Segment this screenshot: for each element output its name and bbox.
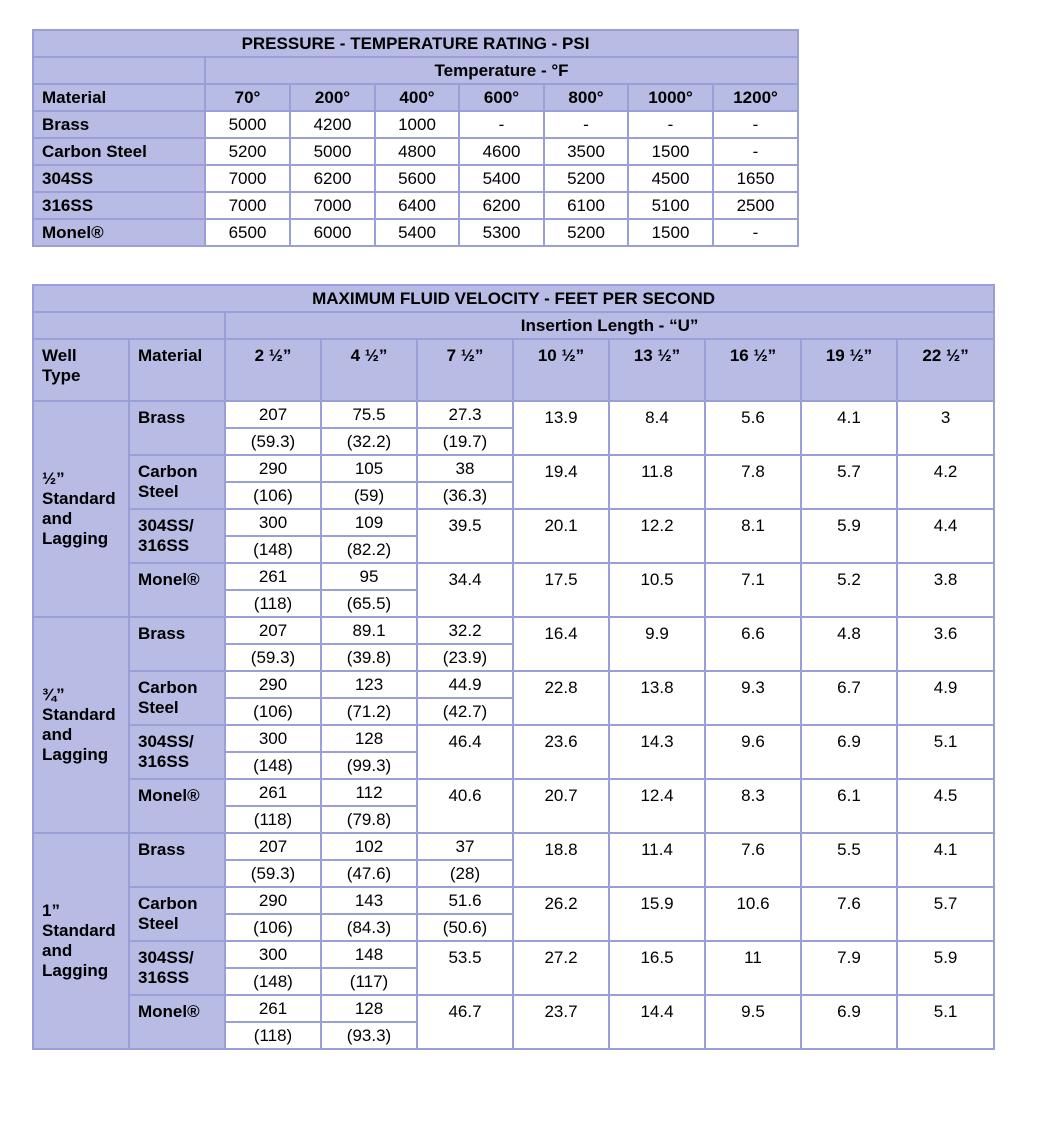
velocity-metric-value-cell: (82.2) (321, 536, 417, 563)
velocity-table-title: MAXIMUM FLUID VELOCITY - FEET PER SECOND (33, 285, 994, 312)
velocity-value-cell: 9.9 (609, 617, 705, 671)
velocity-value-cell: 11.4 (609, 833, 705, 887)
velocity-value-cell: 16.4 (513, 617, 609, 671)
length-column-header: 22 ½” (897, 339, 994, 401)
pressure-value-cell: 5200 (205, 138, 290, 165)
velocity-value-cell: 8.4 (609, 401, 705, 455)
pressure-value-cell: 6200 (290, 165, 375, 192)
material-label (129, 401, 225, 455)
velocity-value-cell: 20.7 (513, 779, 609, 833)
pressure-value-cell: 5400 (375, 219, 459, 246)
pressure-value-cell: - (713, 111, 798, 138)
velocity-metric-value-cell: (59) (321, 482, 417, 509)
velocity-value-cell: 22.8 (513, 671, 609, 725)
velocity-value-cell: 207 (225, 401, 321, 428)
velocity-metric-value-cell: (47.6) (321, 860, 417, 887)
velocity-value-cell: 5.9 (801, 509, 897, 563)
material-label: 304SS (33, 165, 205, 192)
velocity-value-cell: 102 (321, 833, 417, 860)
material-header: Material (129, 339, 225, 401)
velocity-value-cell: 290 (225, 887, 321, 914)
velocity-value-cell: 5.7 (897, 887, 994, 941)
velocity-value-cell: 20.1 (513, 509, 609, 563)
velocity-value-cell: 10.5 (609, 563, 705, 617)
material-label (129, 617, 225, 671)
velocity-value-cell: 6.1 (801, 779, 897, 833)
temp-column-header: 200° (290, 84, 375, 111)
well-type-header-line: Type (42, 366, 81, 385)
pressure-value-cell: 5600 (375, 165, 459, 192)
velocity-value-cell: 3 (897, 401, 994, 455)
temperature-header: Temperature - °F (205, 57, 798, 84)
velocity-value-cell: 13.8 (609, 671, 705, 725)
length-column-header: 19 ½” (801, 339, 897, 401)
velocity-value-cell: 8.3 (705, 779, 801, 833)
velocity-value-cell: 4.9 (897, 671, 994, 725)
pressure-value-cell: 3500 (544, 138, 628, 165)
velocity-metric-value-cell: (118) (225, 590, 321, 617)
length-column-header: 10 ½” (513, 339, 609, 401)
velocity-metric-value-cell: (59.3) (225, 428, 321, 455)
velocity-value-cell: 27.3 (417, 401, 513, 428)
velocity-metric-value-cell: (65.5) (321, 590, 417, 617)
pressure-value-cell: - (628, 111, 713, 138)
velocity-value-cell: 13.9 (513, 401, 609, 455)
velocity-value-cell: 9.5 (705, 995, 801, 1049)
length-column-header: 13 ½” (609, 339, 705, 401)
pressure-value-cell: 5300 (459, 219, 544, 246)
table-row (33, 219, 798, 246)
velocity-value-cell: 51.6 (417, 887, 513, 914)
cell-text-line: Steel (138, 482, 179, 501)
velocity-value-cell: 128 (321, 995, 417, 1022)
velocity-metric-value-cell: (79.8) (321, 806, 417, 833)
velocity-value-cell: 143 (321, 887, 417, 914)
cell-text-line: Lagging (42, 745, 109, 764)
length-column-header: 16 ½” (705, 339, 801, 401)
cell-text-line: and (42, 509, 73, 528)
velocity-metric-value-cell: (148) (225, 968, 321, 995)
pressure-value-cell: 2500 (713, 192, 798, 219)
table-row (33, 401, 994, 428)
table-row (33, 671, 994, 698)
velocity-value-cell: 300 (225, 941, 321, 968)
velocity-value-cell: 112 (321, 779, 417, 806)
pressure-value-cell: 5200 (544, 219, 628, 246)
pressure-value-cell: 6100 (544, 192, 628, 219)
length-column-header: 4 ½” (321, 339, 417, 401)
velocity-value-cell: 7.8 (705, 455, 801, 509)
pressure-value-cell: 1650 (713, 165, 798, 192)
velocity-value-cell: 261 (225, 563, 321, 590)
velocity-value-cell: 19.4 (513, 455, 609, 509)
material-label (129, 563, 225, 617)
pressure-value-cell: 4200 (290, 111, 375, 138)
velocity-value-cell: 9.3 (705, 671, 801, 725)
velocity-metric-value-cell: (84.3) (321, 914, 417, 941)
velocity-value-cell: 5.1 (897, 995, 994, 1049)
material-label: Carbon Steel (33, 138, 205, 165)
cell-text-line: and (42, 941, 73, 960)
velocity-value-cell: 123 (321, 671, 417, 698)
material-label (129, 725, 225, 779)
length-column-header: 2 ½” (225, 339, 321, 401)
material-label (129, 995, 225, 1049)
velocity-metric-value-cell: (99.3) (321, 752, 417, 779)
velocity-value-cell: 75.5 (321, 401, 417, 428)
pressure-value-cell: - (459, 111, 544, 138)
velocity-value-cell: 7.6 (801, 887, 897, 941)
velocity-value-cell: 3.8 (897, 563, 994, 617)
temp-column-header: 400° (375, 84, 459, 111)
velocity-metric-value-cell: (59.3) (225, 860, 321, 887)
velocity-metric-value-cell: (106) (225, 698, 321, 725)
pressure-value-cell: 7000 (290, 192, 375, 219)
cell-text-line: Steel (138, 698, 179, 717)
table-row (33, 833, 994, 860)
velocity-value-cell: 14.3 (609, 725, 705, 779)
temp-column-header: 1200° (713, 84, 798, 111)
velocity-value-cell: 18.8 (513, 833, 609, 887)
pressure-value-cell: 5000 (290, 138, 375, 165)
velocity-metric-value-cell: (59.3) (225, 644, 321, 671)
table-row (33, 941, 994, 968)
velocity-value-cell: 5.7 (801, 455, 897, 509)
insertion-length-header: Insertion Length - “U” (225, 312, 994, 339)
velocity-value-cell: 23.6 (513, 725, 609, 779)
velocity-value-cell: 7.6 (705, 833, 801, 887)
velocity-value-cell: 3.6 (897, 617, 994, 671)
velocity-metric-value-cell: (118) (225, 1022, 321, 1049)
velocity-value-cell: 109 (321, 509, 417, 536)
velocity-metric-value-cell: (23.9) (417, 644, 513, 671)
velocity-value-cell: 4.2 (897, 455, 994, 509)
temp-column-header: 600° (459, 84, 544, 111)
pressure-value-cell: 6500 (205, 219, 290, 246)
material-label: Brass (33, 111, 205, 138)
pressure-value-cell: 7000 (205, 165, 290, 192)
pressure-table-body (33, 111, 798, 246)
velocity-value-cell: 27.2 (513, 941, 609, 995)
velocity-value-cell: 46.7 (417, 995, 513, 1049)
velocity-value-cell: 5.6 (705, 401, 801, 455)
cell-text-line: Brass (138, 624, 186, 643)
well-type-label (33, 617, 129, 833)
material-label: 316SS (33, 192, 205, 219)
cell-text-line: 316SS (138, 536, 190, 555)
pressure-value-cell: - (544, 111, 628, 138)
velocity-value-cell: 290 (225, 455, 321, 482)
material-label (129, 509, 225, 563)
pressure-value-cell: 4800 (375, 138, 459, 165)
cell-text-line: Carbon (138, 894, 198, 913)
cell-text-line: Lagging (42, 529, 109, 548)
velocity-value-cell: 23.7 (513, 995, 609, 1049)
velocity-value-cell: 5.5 (801, 833, 897, 887)
well-type-label (33, 401, 129, 617)
table-row (33, 455, 994, 482)
length-column-header: 7 ½” (417, 339, 513, 401)
pressure-value-cell: 1000 (375, 111, 459, 138)
table-row (33, 563, 994, 590)
velocity-value-cell: 12.2 (609, 509, 705, 563)
velocity-value-cell: 16.5 (609, 941, 705, 995)
cell-text-line: ½” (42, 469, 65, 488)
velocity-value-cell: 5.1 (897, 725, 994, 779)
velocity-table-body (33, 401, 994, 1049)
pressure-value-cell: 6400 (375, 192, 459, 219)
velocity-metric-value-cell: (93.3) (321, 1022, 417, 1049)
velocity-value-cell: 7.1 (705, 563, 801, 617)
cell-text-line: Carbon (138, 462, 198, 481)
velocity-value-cell: 4.4 (897, 509, 994, 563)
velocity-value-cell: 95 (321, 563, 417, 590)
temp-column-header: 70° (205, 84, 290, 111)
temp-column-header: 800° (544, 84, 628, 111)
velocity-metric-value-cell: (117) (321, 968, 417, 995)
table-row (33, 138, 798, 165)
velocity-metric-value-cell: (28) (417, 860, 513, 887)
material-label (129, 941, 225, 995)
velocity-metric-value-cell: (36.3) (417, 482, 513, 509)
velocity-value-cell: 9.6 (705, 725, 801, 779)
velocity-value-cell: 32.2 (417, 617, 513, 644)
cell-text-line: 1” (42, 901, 60, 920)
velocity-value-cell: 300 (225, 725, 321, 752)
velocity-value-cell: 8.1 (705, 509, 801, 563)
cell-text-line: Monel® (138, 570, 200, 589)
velocity-metric-value-cell: (148) (225, 536, 321, 563)
table-row (33, 165, 798, 192)
velocity-value-cell: 6.6 (705, 617, 801, 671)
pressure-table-title: PRESSURE - TEMPERATURE RATING - PSI (33, 30, 798, 57)
table-row (33, 617, 994, 644)
velocity-value-cell: 39.5 (417, 509, 513, 563)
pressure-value-cell: - (713, 138, 798, 165)
velocity-value-cell: 6.9 (801, 725, 897, 779)
velocity-value-cell: 44.9 (417, 671, 513, 698)
cell-text-line: Monel® (138, 1002, 200, 1021)
velocity-value-cell: 6.9 (801, 995, 897, 1049)
velocity-value-cell: 261 (225, 779, 321, 806)
velocity-value-cell: 207 (225, 833, 321, 860)
well-type-label (33, 833, 129, 1049)
velocity-value-cell: 5.2 (801, 563, 897, 617)
material-label (129, 887, 225, 941)
fluid-velocity-table (32, 284, 995, 1050)
material-label: Monel® (33, 219, 205, 246)
velocity-value-cell: 46.4 (417, 725, 513, 779)
velocity-value-cell: 4.5 (897, 779, 994, 833)
material-label (129, 671, 225, 725)
cell-text-line: 316SS (138, 968, 190, 987)
table-row (33, 111, 798, 138)
material-label (129, 779, 225, 833)
velocity-value-cell: 11.8 (609, 455, 705, 509)
velocity-value-cell: 4.8 (801, 617, 897, 671)
cell-text-line: ¾” (42, 685, 65, 704)
velocity-value-cell: 12.4 (609, 779, 705, 833)
pressure-value-cell: 4600 (459, 138, 544, 165)
table-row (33, 725, 994, 752)
velocity-value-cell: 148 (321, 941, 417, 968)
table-row (33, 509, 994, 536)
velocity-value-cell: 53.5 (417, 941, 513, 995)
velocity-value-cell: 17.5 (513, 563, 609, 617)
temp-column-header: 1000° (628, 84, 713, 111)
velocity-value-cell: 40.6 (417, 779, 513, 833)
cell-text-line: 304SS/ (138, 948, 194, 967)
pressure-value-cell: - (713, 219, 798, 246)
velocity-value-cell: 34.4 (417, 563, 513, 617)
velocity-value-cell: 5.9 (897, 941, 994, 995)
cell-text-line: Brass (138, 840, 186, 859)
cell-text-line: Carbon (138, 678, 198, 697)
velocity-value-cell: 290 (225, 671, 321, 698)
pressure-value-cell: 1500 (628, 138, 713, 165)
velocity-metric-value-cell: (42.7) (417, 698, 513, 725)
velocity-value-cell: 7.9 (801, 941, 897, 995)
pressure-value-cell: 6200 (459, 192, 544, 219)
cell-text-line: and (42, 725, 73, 744)
well-type-header-line: Well (42, 346, 77, 365)
pressure-value-cell: 7000 (205, 192, 290, 219)
cell-text-line: Standard (42, 921, 116, 940)
cell-text-line: Standard (42, 705, 116, 724)
table-row (33, 887, 994, 914)
velocity-value-cell: 105 (321, 455, 417, 482)
cell-text-line: 316SS (138, 752, 190, 771)
well-type-header (33, 339, 129, 401)
velocity-value-cell: 38 (417, 455, 513, 482)
velocity-metric-value-cell: (148) (225, 752, 321, 779)
velocity-value-cell: 26.2 (513, 887, 609, 941)
velocity-metric-value-cell: (32.2) (321, 428, 417, 455)
velocity-value-cell: 261 (225, 995, 321, 1022)
velocity-metric-value-cell: (106) (225, 914, 321, 941)
velocity-value-cell: 4.1 (801, 401, 897, 455)
pressure-value-cell: 1500 (628, 219, 713, 246)
velocity-value-cell: 300 (225, 509, 321, 536)
velocity-value-cell: 15.9 (609, 887, 705, 941)
cell-text-line: Monel® (138, 786, 200, 805)
pressure-value-cell: 5200 (544, 165, 628, 192)
header-spacer (33, 57, 205, 84)
cell-text-line: Lagging (42, 961, 109, 980)
material-label (129, 455, 225, 509)
cell-text-line: Standard (42, 489, 116, 508)
cell-text-line: Brass (138, 408, 186, 427)
pressure-value-cell: 4500 (628, 165, 713, 192)
pressure-value-cell: 5100 (628, 192, 713, 219)
velocity-value-cell: 6.7 (801, 671, 897, 725)
cell-text-line: 304SS/ (138, 516, 194, 535)
velocity-metric-value-cell: (71.2) (321, 698, 417, 725)
header-spacer (33, 312, 225, 339)
velocity-metric-value-cell: (39.8) (321, 644, 417, 671)
velocity-metric-value-cell: (106) (225, 482, 321, 509)
material-label (129, 833, 225, 887)
table-row (33, 192, 798, 219)
velocity-value-cell: 37 (417, 833, 513, 860)
velocity-value-cell: 11 (705, 941, 801, 995)
cell-text-line: Steel (138, 914, 179, 933)
velocity-metric-value-cell: (19.7) (417, 428, 513, 455)
table-row (33, 779, 994, 806)
velocity-metric-value-cell: (118) (225, 806, 321, 833)
pressure-value-cell: 6000 (290, 219, 375, 246)
pressure-temperature-table (32, 29, 799, 247)
velocity-value-cell: 207 (225, 617, 321, 644)
table-row (33, 995, 994, 1022)
velocity-value-cell: 4.1 (897, 833, 994, 887)
velocity-value-cell: 128 (321, 725, 417, 752)
velocity-value-cell: 10.6 (705, 887, 801, 941)
cell-text-line: 304SS/ (138, 732, 194, 751)
pressure-value-cell: 5000 (205, 111, 290, 138)
velocity-value-cell: 89.1 (321, 617, 417, 644)
pressure-value-cell: 5400 (459, 165, 544, 192)
velocity-value-cell: 14.4 (609, 995, 705, 1049)
velocity-metric-value-cell: (50.6) (417, 914, 513, 941)
material-header: Material (33, 84, 205, 111)
